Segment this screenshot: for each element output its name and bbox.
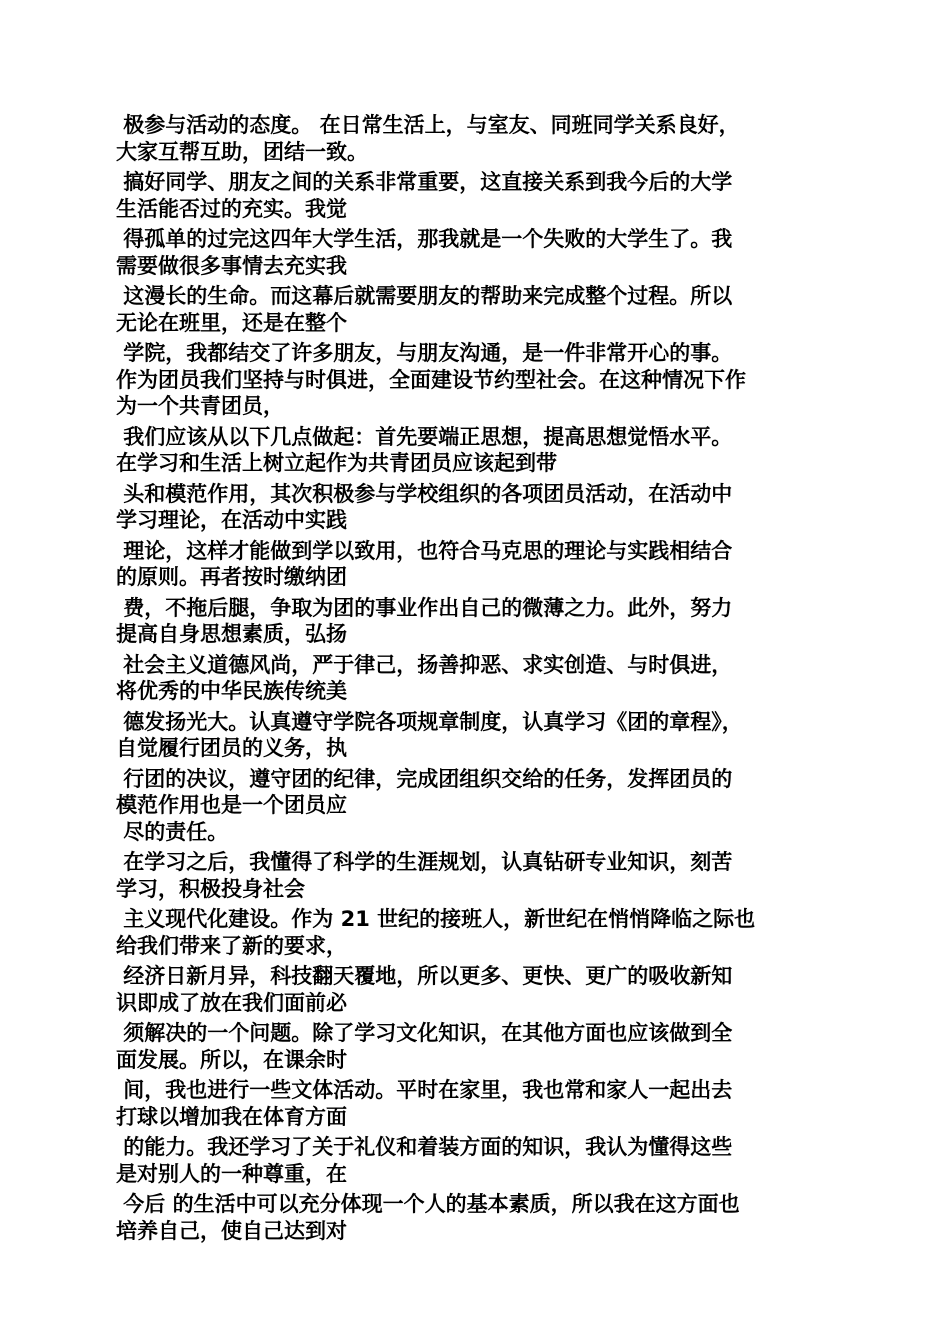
text-line: 无论在班里，还是在整个 bbox=[116, 310, 347, 335]
text-line: 的原则。再者按时缴纳团 bbox=[116, 565, 347, 589]
text-line: 学院，我都结交了许多朋友，与朋友沟通，是一件非常开心的事。 bbox=[116, 341, 733, 365]
text-line: 自觉履行团员的义务，执 bbox=[116, 736, 347, 760]
text-line: 在学习和生活上树立起作为共青团员应该起到带 bbox=[116, 451, 557, 475]
text-line: 理论，这样才能做到学以致用，也符合马克思的理论与实践相结合 bbox=[116, 538, 733, 563]
text-line: 的能力。我还学习了关于礼仪和着装方面的知识，我认为懂得这些 bbox=[116, 1135, 733, 1159]
text-line: 将优秀的中华民族传统美 bbox=[116, 679, 347, 703]
text-line: 头和模范作用，其次积极参与学校组织的各项团员活动，在活动中 bbox=[116, 481, 733, 506]
text-line: 间，我也进行一些文体活动。平时在家里，我也常和家人一起出去 bbox=[116, 1078, 733, 1102]
text-line: 今后 的生活中可以充分体现一个人的基本素质，所以我在这方面也 bbox=[116, 1192, 740, 1216]
text-line: 费，不拖后腿，争取为团的事业作出自己的微薄之力。此外，努力 bbox=[116, 595, 733, 620]
text-line: 作为团员我们坚持与时俱进，全面建设节约型社会。在这种情况下作 bbox=[116, 367, 746, 392]
text-line: 模范作用也是一个团员应 bbox=[116, 793, 347, 817]
text-line: 社会主义道德风尚，严于律己，扬善抑恶、求实创造、与时俱进， bbox=[116, 652, 733, 677]
text-line: 大家互帮互助，团结一致。 bbox=[116, 139, 368, 164]
text-line: 识即成了放在我们面前必 bbox=[116, 990, 347, 1015]
text-line: 这漫长的生命。而这幕后就需要朋友的帮助来完成整个过程。所以 bbox=[116, 284, 733, 308]
text-line: 在学习之后，我懂得了科学的生涯规划，认真钻研专业知识，刻苦 bbox=[116, 850, 733, 874]
text-line: 为一个共青团员， bbox=[116, 394, 284, 418]
text-line: 主义现代化建设。作为 21 世纪的接班人，新世纪在悄悄降临之际也 bbox=[116, 907, 756, 931]
text-line: 须解决的一个问题。除了学习文化知识，在其他方面也应该做到全 bbox=[116, 1021, 733, 1045]
text-line: 学习理论，在活动中实践 bbox=[116, 508, 347, 532]
text-line: 行团的决议，遵守团的纪律，完成团组织交给的任务，发挥团员的 bbox=[116, 766, 733, 791]
text-line: 打球以增加我在体育方面 bbox=[116, 1104, 347, 1129]
text-line: 极参与活动的态度。 在日常生活上，与室友、同班同学关系良好， bbox=[116, 113, 740, 137]
text-line: 提高自身思想素质，弘扬 bbox=[116, 622, 347, 646]
text-line: 是对别人的一种尊重，在 bbox=[116, 1161, 347, 1186]
text-line: 我们应该从以下几点做起：首先要端正思想，提高思想觉悟水平。 bbox=[116, 424, 733, 449]
text-line: 需要做很多事情去充实我 bbox=[116, 253, 347, 278]
body-text bbox=[116, 112, 846, 1244]
text-line: 搞好同学、朋友之间的关系非常重要，这直接关系到我今后的大学 bbox=[116, 170, 733, 194]
text-line: 德发扬光大。认真遵守学院各项规章制度，认真学习《团的章程》， bbox=[116, 709, 743, 734]
text-line: 学习，积极投身社会 bbox=[116, 876, 305, 901]
text-line: 给我们带来了新的要求， bbox=[116, 933, 347, 958]
text-line: 生活能否过的充实。我觉 bbox=[116, 196, 347, 221]
text-line: 经济日新月异，科技翻天覆地，所以更多、更快、更广的吸收新知 bbox=[116, 964, 733, 988]
text-line: 得孤单的过完这四年大学生活，那我就是一个失败的大学生了。我 bbox=[116, 227, 733, 251]
text-line: 尽的责任。 bbox=[116, 819, 229, 844]
text-line: 培养自己，使自己达到对 bbox=[116, 1218, 347, 1243]
text-line: 面发展。所以，在课余时 bbox=[116, 1047, 347, 1072]
